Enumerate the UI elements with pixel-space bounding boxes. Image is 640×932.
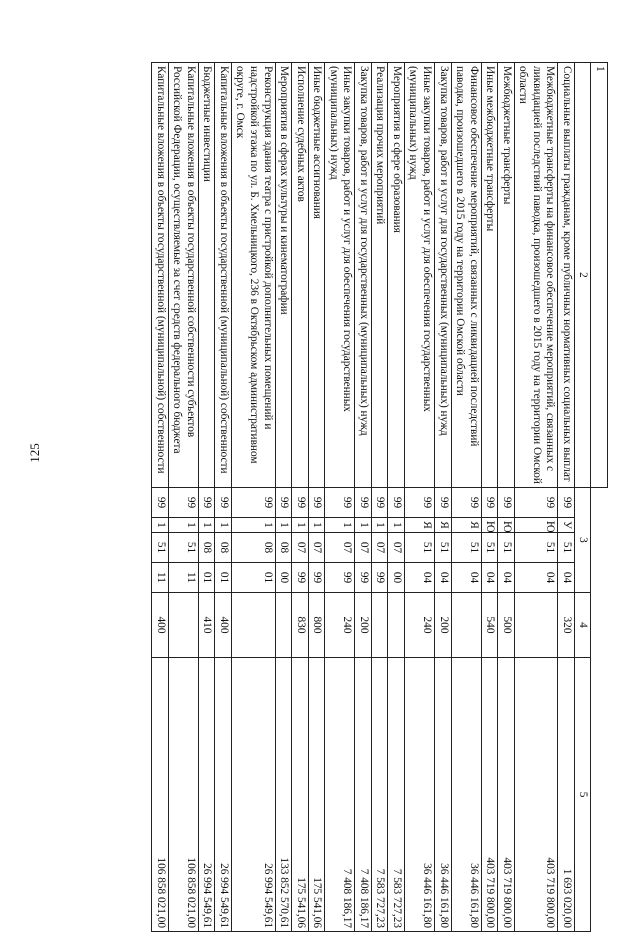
row-amount: 403 719 800,00 <box>481 658 498 932</box>
header-col-2: 2 <box>574 63 591 488</box>
row-code-item: 04 <box>404 563 434 593</box>
row-code-subprogram: 1 <box>215 518 232 533</box>
row-code-direction: 07 <box>292 533 309 563</box>
row-code-direction: 51 <box>168 533 198 563</box>
row-expense-type <box>388 593 405 658</box>
row-code-direction: 08 <box>231 533 275 563</box>
row-amount: 175 541,06 <box>292 658 309 932</box>
table-row <box>215 63 232 932</box>
row-code-direction: 07 <box>388 533 405 563</box>
row-name: Реализация прочих мероприятий <box>371 63 388 488</box>
header-col-1-label: 1 <box>594 66 606 72</box>
row-code-program: 99 <box>451 488 481 518</box>
header-col-1 <box>591 63 608 488</box>
row-code-item: 11 <box>152 563 169 593</box>
row-expense-type <box>231 593 275 658</box>
header-col-5: 5 <box>574 658 591 932</box>
row-name: Капитальные вложения в объекты государственной (муниципальной) собственности <box>215 63 232 488</box>
row-code-direction: 51 <box>558 533 575 563</box>
table-row <box>325 63 355 932</box>
row-name: Реконструкция здания театра с пристройкой дополнительных помещений и надстройкой этажа по ул. Б. Хмельницкого, 236 в Октябрьском административном округе, г. Омск <box>231 63 275 488</box>
row-code-item: 11 <box>168 563 198 593</box>
row-name: Иные закупки товаров, работ и услуг для обеспечения государственных (муниципальных) нужд <box>325 63 355 488</box>
row-code-program: 99 <box>481 488 498 518</box>
row-expense-type: 240 <box>325 593 355 658</box>
row-code-subprogram: Ю <box>514 518 558 533</box>
row-code-program: 99 <box>168 488 198 518</box>
row-expense-type: 500 <box>498 593 515 658</box>
table-row <box>451 63 481 932</box>
row-amount: 403 719 800,00 <box>498 658 515 932</box>
row-code-item: 00 <box>388 563 405 593</box>
row-expense-type: 240 <box>404 593 434 658</box>
table-row <box>558 63 575 932</box>
row-code-program: 99 <box>325 488 355 518</box>
row-code-program: 99 <box>215 488 232 518</box>
row-amount: 133 852 570,61 <box>275 658 292 932</box>
row-amount: 36 446 161,80 <box>434 658 451 932</box>
row-code-subprogram: 1 <box>355 518 372 533</box>
row-code-direction: 07 <box>325 533 355 563</box>
row-expense-type: 200 <box>434 593 451 658</box>
row-amount: 7 408 186,17 <box>355 658 372 932</box>
row-code-program: 99 <box>388 488 405 518</box>
row-code-subprogram: 1 <box>275 518 292 533</box>
row-code-direction: 51 <box>481 533 498 563</box>
header-col-4: 4 <box>574 593 591 658</box>
row-code-subprogram: У <box>558 518 575 533</box>
row-code-subprogram: 1 <box>168 518 198 533</box>
row-name: Финансовое обеспечение мероприятий, связанных с ликвидацией последствий паводка, произошедшего в 2015 году на территории Омской области <box>451 63 481 488</box>
table-row <box>434 63 451 932</box>
row-name: Закупка товаров, работ и услуг для государственных (муниципальных) нужд <box>355 63 372 488</box>
row-amount: 26 994 549,61 <box>198 658 215 932</box>
table-row <box>152 63 169 932</box>
row-code-subprogram: 1 <box>371 518 388 533</box>
row-expense-type: 410 <box>198 593 215 658</box>
row-code-direction: 08 <box>198 533 215 563</box>
row-code-direction: 07 <box>355 533 372 563</box>
row-expense-type: 200 <box>355 593 372 658</box>
row-expense-type: 320 <box>558 593 575 658</box>
row-expense-type: 400 <box>152 593 169 658</box>
row-code-item: 99 <box>292 563 309 593</box>
row-amount: 7 583 727,23 <box>388 658 405 932</box>
row-name: Иные бюджетные ассигнования <box>308 63 325 488</box>
table-row <box>404 63 434 932</box>
table-row <box>371 63 388 932</box>
row-code-direction: 51 <box>451 533 481 563</box>
row-code-program: 99 <box>434 488 451 518</box>
row-code-subprogram: Я <box>404 518 434 533</box>
row-code-subprogram: Ю <box>481 518 498 533</box>
header-col-3: 3 <box>574 488 591 593</box>
row-code-subprogram: 1 <box>152 518 169 533</box>
row-expense-type <box>275 593 292 658</box>
row-amount: 26 994 549,61 <box>231 658 275 932</box>
row-code-program: 99 <box>355 488 372 518</box>
table-row <box>388 63 405 932</box>
row-code-item: 04 <box>451 563 481 593</box>
row-expense-type: 800 <box>308 593 325 658</box>
row-expense-type <box>371 593 388 658</box>
row-code-direction: 08 <box>215 533 232 563</box>
row-name: Закупка товаров, работ и услуг для государственных (муниципальных) нужд <box>434 63 451 488</box>
table-body <box>152 63 575 932</box>
row-code-subprogram: 1 <box>388 518 405 533</box>
row-amount: 26 994 549,61 <box>215 658 232 932</box>
row-code-subprogram: 1 <box>308 518 325 533</box>
row-code-subprogram: Я <box>434 518 451 533</box>
row-amount: 106 858 021,00 <box>152 658 169 932</box>
row-code-item: 04 <box>434 563 451 593</box>
row-code-subprogram: Я <box>451 518 481 533</box>
row-code-item: 04 <box>498 563 515 593</box>
row-code-direction: 07 <box>308 533 325 563</box>
row-amount: 36 446 161,80 <box>451 658 481 932</box>
row-code-subprogram: 1 <box>198 518 215 533</box>
row-name: Мероприятия в сфере образования <box>388 63 405 488</box>
page-number: 125 <box>26 443 42 463</box>
table-row <box>308 63 325 932</box>
row-code-program: 99 <box>152 488 169 518</box>
row-expense-type <box>168 593 198 658</box>
row-code-item: 99 <box>371 563 388 593</box>
row-code-program: 99 <box>275 488 292 518</box>
row-code-item: 01 <box>198 563 215 593</box>
row-name: Капитальные вложения в объекты государственной (муниципальной) собственности <box>152 63 169 488</box>
rotated-page-content <box>151 62 608 929</box>
row-code-program: 99 <box>498 488 515 518</box>
row-expense-type <box>514 593 558 658</box>
budget-table <box>151 62 608 932</box>
row-amount: 36 446 161,80 <box>404 658 434 932</box>
row-amount: 7 583 727,23 <box>371 658 388 932</box>
row-code-program: 99 <box>514 488 558 518</box>
row-code-direction: 51 <box>434 533 451 563</box>
table-row <box>481 63 498 932</box>
row-expense-type <box>451 593 481 658</box>
row-code-item: 01 <box>215 563 232 593</box>
table-row <box>292 63 309 932</box>
table-row <box>198 63 215 932</box>
row-code-subprogram: 1 <box>231 518 275 533</box>
row-code-item: 99 <box>355 563 372 593</box>
row-name: Межбюджетные трансферты на финансовое обеспечение мероприятий, связанных с ликвидацией последствий паводка, произошедшего в 2015 году на территории Омской области <box>514 63 558 488</box>
table-row <box>231 63 275 932</box>
table-row <box>355 63 372 932</box>
row-name: Исполнение судебных актов <box>292 63 309 488</box>
row-amount: 1 693 020,00 <box>558 658 575 932</box>
table-row <box>168 63 198 932</box>
row-name: Социальные выплаты гражданам, кроме публичных нормативных социальных выплат <box>558 63 575 488</box>
header-spacer <box>591 488 608 932</box>
row-code-direction: 51 <box>514 533 558 563</box>
row-code-subprogram: Ю <box>498 518 515 533</box>
row-code-program: 99 <box>198 488 215 518</box>
row-name: Капитальные вложения в объекты государственной собственности субъектов Российской Федерации, осуществляемые за счет средств федерального бюджета <box>168 63 198 488</box>
row-name: Бюджетные инвестиции <box>198 63 215 488</box>
row-code-item: 99 <box>325 563 355 593</box>
row-code-program: 99 <box>231 488 275 518</box>
row-code-program: 99 <box>558 488 575 518</box>
row-code-item: 01 <box>231 563 275 593</box>
row-code-subprogram: 1 <box>292 518 309 533</box>
row-code-subprogram: 1 <box>325 518 355 533</box>
table-row <box>498 63 515 932</box>
row-code-program: 99 <box>404 488 434 518</box>
row-code-direction: 51 <box>498 533 515 563</box>
row-code-item: 04 <box>558 563 575 593</box>
row-code-program: 99 <box>371 488 388 518</box>
row-name: Межбюджетные трансферты <box>498 63 515 488</box>
row-code-direction: 51 <box>152 533 169 563</box>
row-code-direction: 51 <box>404 533 434 563</box>
table-row <box>514 63 558 932</box>
row-name: Иные закупки товаров, работ и услуг для обеспечения государственных (муниципальных) нужд <box>404 63 434 488</box>
row-code-direction: 07 <box>371 533 388 563</box>
row-name: Иные межбюджетные трансферты <box>481 63 498 488</box>
header-row <box>591 63 608 932</box>
row-expense-type: 540 <box>481 593 498 658</box>
row-code-item: 00 <box>275 563 292 593</box>
row-code-program: 99 <box>292 488 309 518</box>
header-numbers-row <box>574 63 591 932</box>
row-code-program: 99 <box>308 488 325 518</box>
row-code-item: 99 <box>308 563 325 593</box>
row-amount: 175 541,06 <box>308 658 325 932</box>
row-amount: 403 719 800,00 <box>514 658 558 932</box>
row-code-item: 04 <box>481 563 498 593</box>
row-amount: 7 408 186,17 <box>325 658 355 932</box>
row-amount: 106 858 021,00 <box>168 658 198 932</box>
row-expense-type: 830 <box>292 593 309 658</box>
table-row <box>275 63 292 932</box>
row-name: Мероприятия в сферах культуры и кинематографии <box>275 63 292 488</box>
row-code-item: 04 <box>514 563 558 593</box>
row-code-direction: 08 <box>275 533 292 563</box>
row-expense-type: 400 <box>215 593 232 658</box>
